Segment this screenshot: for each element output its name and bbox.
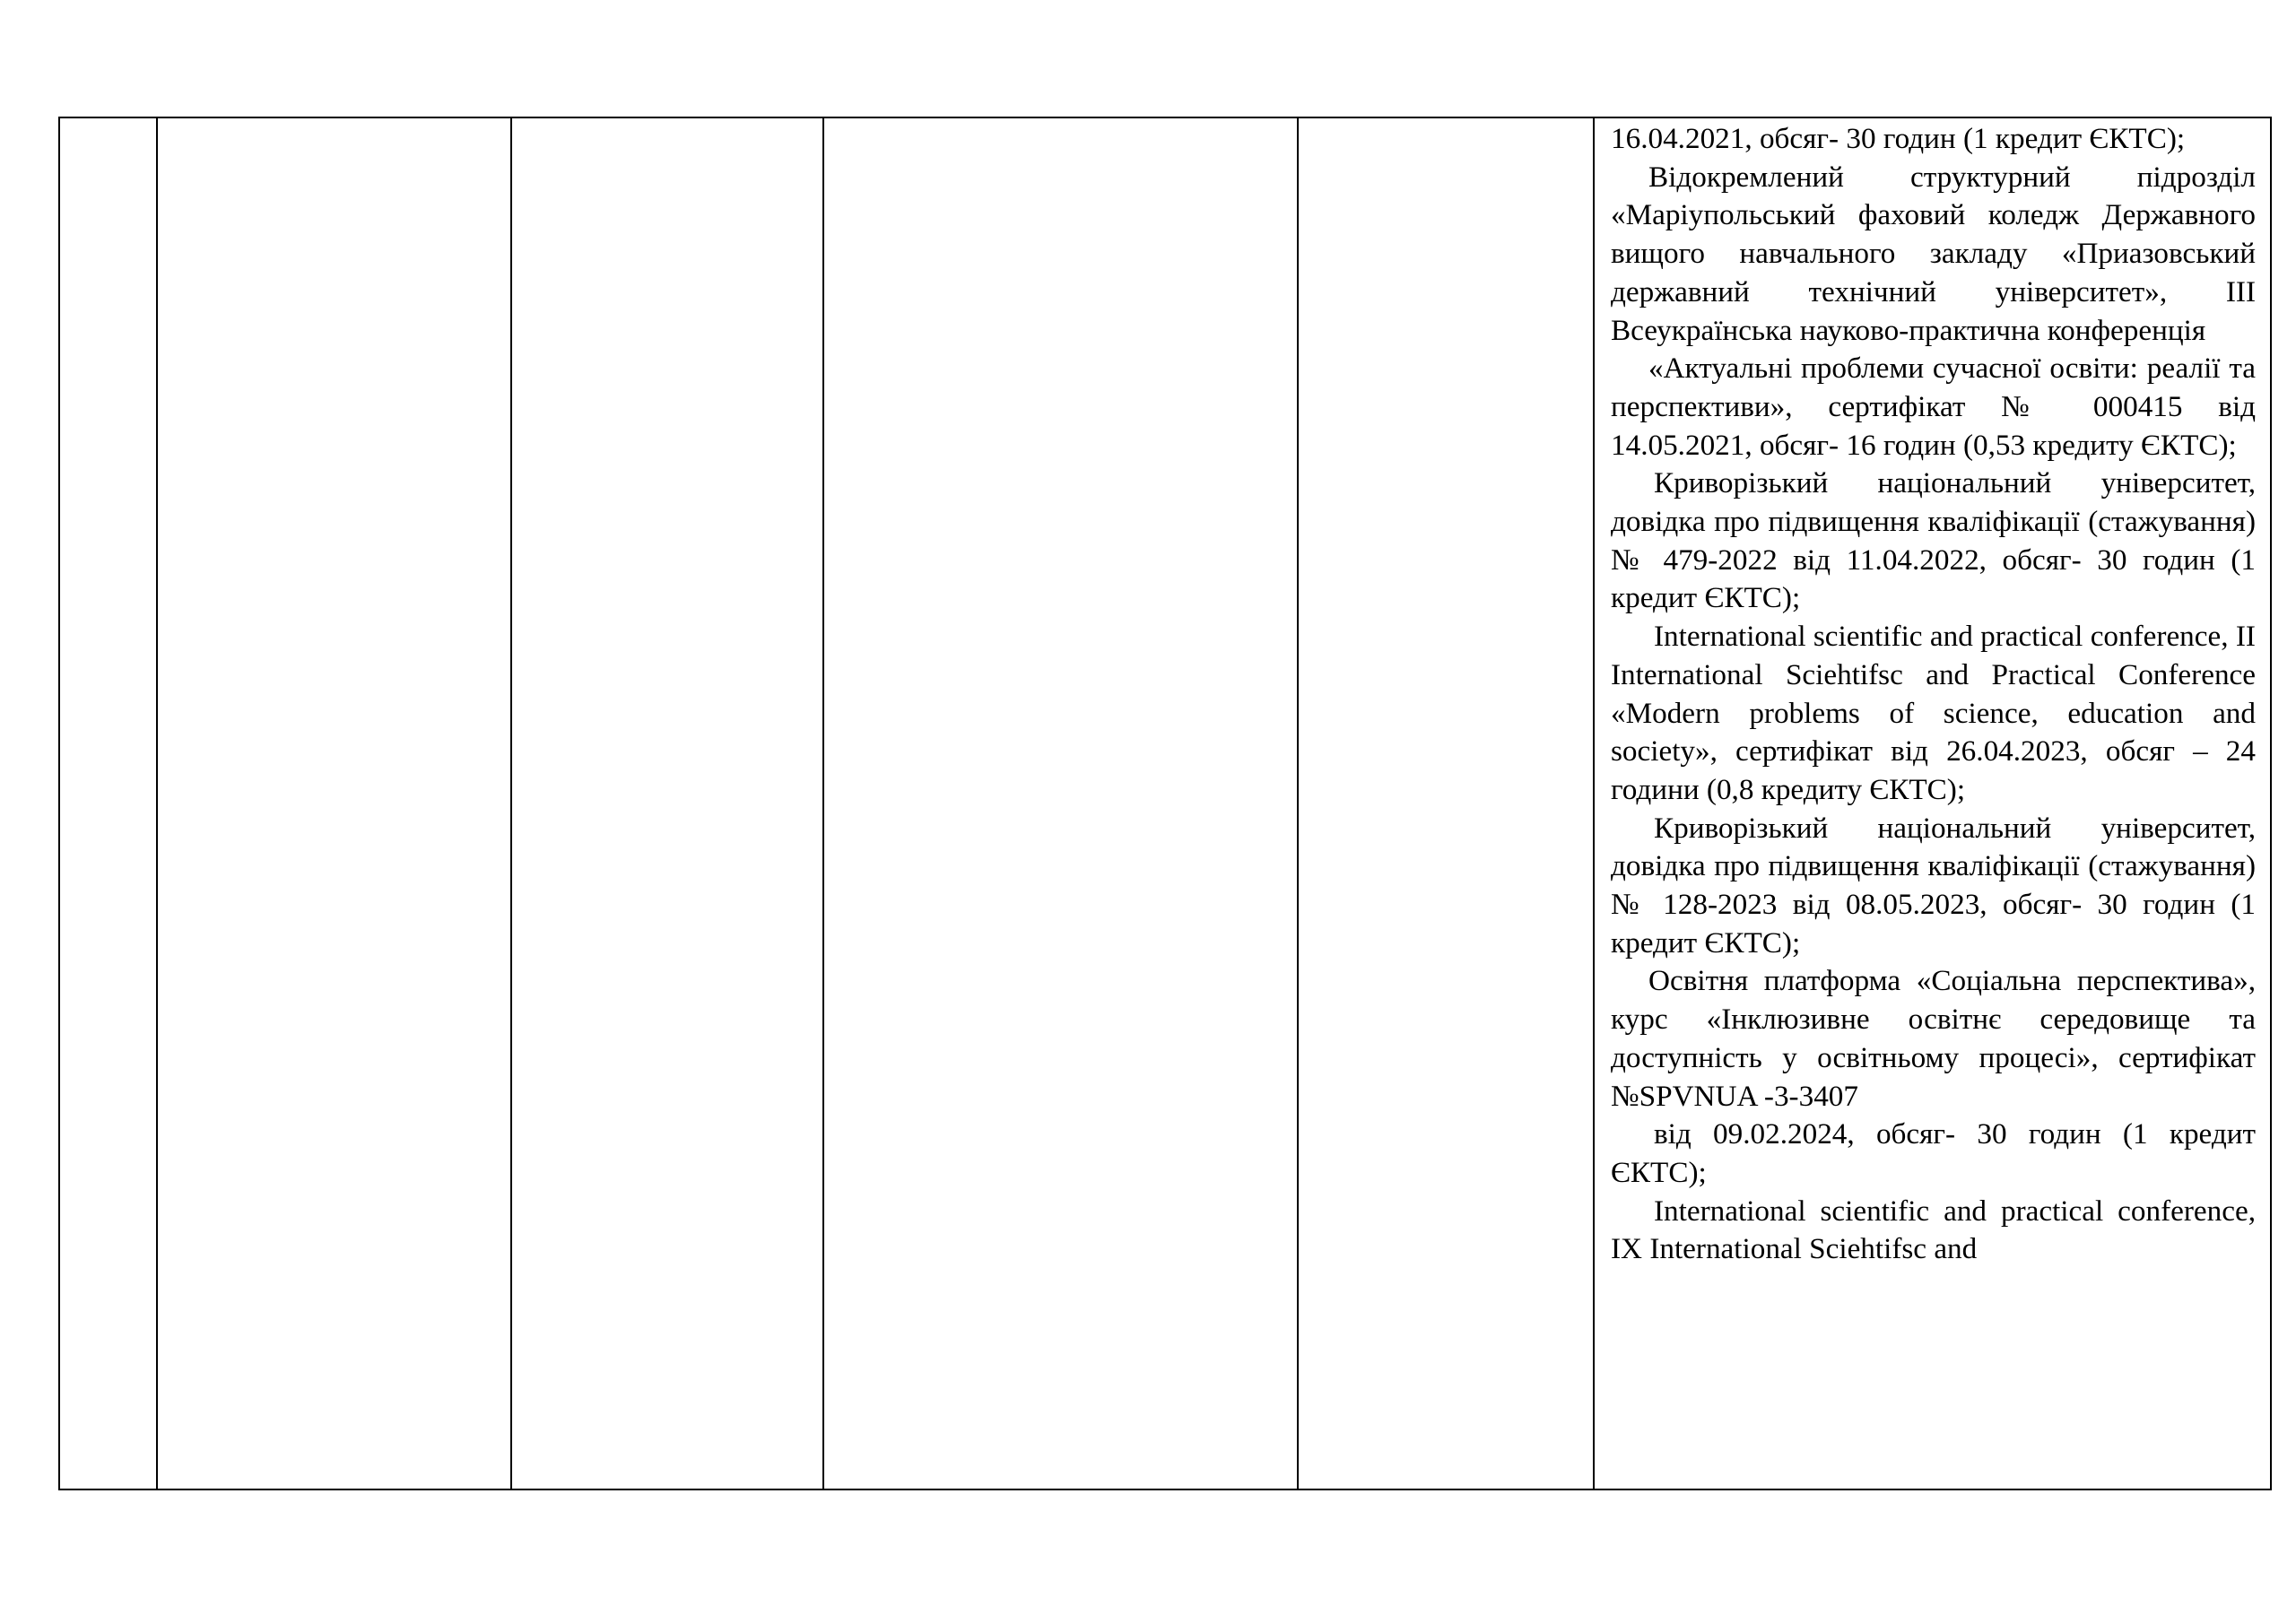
empty-cell-column-4 — [823, 117, 1298, 1489]
entry-8: від 09.02.2024, обсяг- 30 годин (1 кредит ЄКТС); — [1611, 1117, 2256, 1189]
entry-4: Криворізький національний університет, довідка про підвищення кваліфікації (стажування) № 479-2022 від 11.04.2022, обсяг- 30 годин (1 кредит ЄКТС); — [1611, 466, 2256, 615]
qualification-details-cell — [1594, 117, 2271, 1489]
empty-cell-column-2 — [157, 117, 511, 1489]
empty-cell-column-1 — [59, 117, 157, 1489]
empty-cell-column-5 — [1298, 117, 1594, 1489]
table-row — [59, 117, 2271, 1489]
empty-cell-column-3 — [511, 117, 823, 1489]
entry-7: Освітня платформа «Соціальна перспектива», курс «Інклюзивне освітнє середовище та доступність у освітньому процесі», сертифікат №SPVNUA -3-3407 — [1611, 964, 2256, 1113]
qualification-table — [58, 117, 2272, 1490]
entry-1: 16.04.2021, обсяг- 30 годин (1 кредит ЄКТС); — [1611, 122, 2186, 155]
entry-9: International scientific and practical conference, IX International Sciehtifsc and — [1611, 1194, 2256, 1266]
entry-5: International scientific and practical conference, II International Sciehtifsc and Practical Conference «Modern problems of science, education and society», сертифікат від 26.04.2023, обсяг – 24 години (0,8 кредиту ЄКТС); — [1611, 620, 2256, 806]
entry-3: «Актуальні проблеми сучасної освіти: реалії та перспективи», сертифікат № 000415 від 14.05.2021, обсяг- 16 годин (0,53 кредиту ЄКТС); — [1611, 352, 2256, 462]
entry-6: Криворізький національний університет, довідка про підвищення кваліфікації (стажування) № 128-2023 від 08.05.2023, обсяг- 30 годин (1 кредит ЄКТС); — [1611, 811, 2256, 960]
entry-2: Відокремлений структурний підрозділ «Маріупольський фаховий коледж Державного вищого навчального закладу «Приазовський державний технічний університет», III Всеукраїнська науково-практична конференція — [1611, 160, 2256, 347]
